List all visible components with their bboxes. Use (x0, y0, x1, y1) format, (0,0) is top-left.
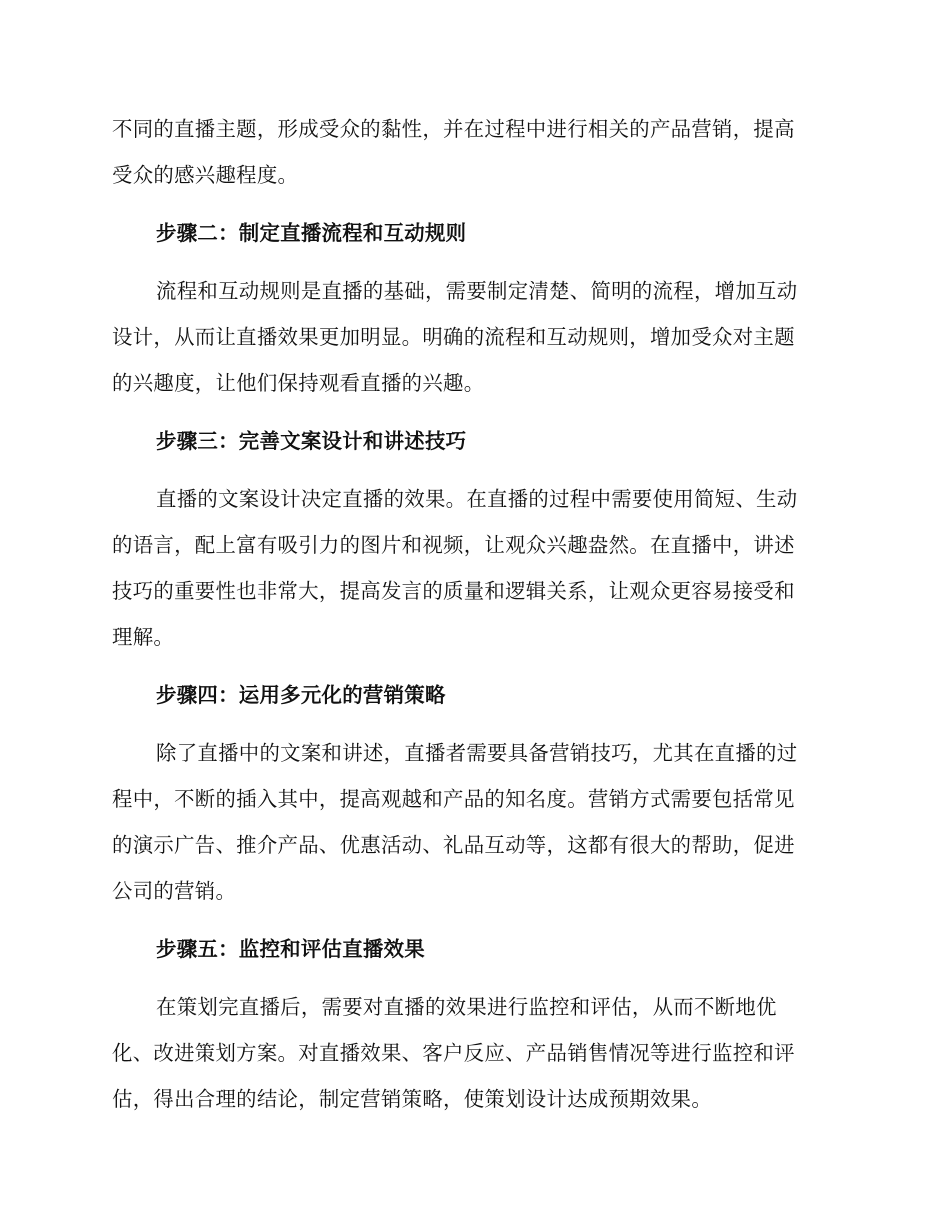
paragraph-line: 除了直播中的文案和讲述，直播者需要具备营销技巧，尤其在直播的过 (156, 741, 798, 765)
paragraph-line: 估，得出合理的结论，制定营销策略，使策划设计达成预期效果。 (112, 1087, 713, 1111)
section-heading-step-2: 步骤二：制定直播流程和互动规则 (156, 221, 467, 245)
section-paragraph-step-2 (112, 268, 830, 406)
section-heading-step-4: 步骤四：运用多元化的营销策略 (156, 683, 446, 707)
section-paragraph-step-5 (112, 984, 830, 1122)
paragraph-line: 程中，不断的插入其中，提高观越和产品的知名度。营销方式需要包括常见 (112, 787, 795, 811)
section-paragraph-step-3 (112, 476, 830, 660)
paragraph-line: 理解。 (112, 625, 175, 649)
paragraph-line: 在策划完直播后，需要对直播的效果进行监控和评估，从而不断地优 (156, 995, 777, 1019)
paragraph-line: 技巧的重要性也非常大，提高发言的质量和逻辑关系，让观众更容易接受和 (112, 579, 795, 603)
paragraph-line: 的演示广告、推介产品、优惠活动、礼品互动等，这都有很大的帮助，促进 (112, 833, 795, 857)
paragraph-line: 不同的直播主题，形成受众的黏性，并在过程中进行相关的产品营销，提高 (112, 117, 795, 141)
intro-paragraph (112, 106, 830, 198)
section-heading-step-5: 步骤五：监控和评估直播效果 (156, 937, 425, 961)
paragraph-line: 直播的文案设计决定直播的效果。在直播的过程中需要使用简短、生动 (156, 487, 798, 511)
paragraph-line: 受众的感兴趣程度。 (112, 163, 299, 187)
paragraph-line: 设计，从而让直播效果更加明显。明确的流程和互动规则，增加受众对主题 (112, 325, 795, 349)
section-heading-step-3: 步骤三：完善文案设计和讲述技巧 (156, 429, 467, 453)
paragraph-line: 流程和互动规则是直播的基础，需要制定清楚、简明的流程，增加互动 (156, 279, 798, 303)
document-body (112, 106, 830, 1134)
paragraph-line: 的兴趣度，让他们保持观看直播的兴趣。 (112, 371, 485, 395)
paragraph-line: 的语言，配上富有吸引力的图片和视频，让观众兴趣盎然。在直播中，讲述 (112, 533, 795, 557)
section-paragraph-step-4 (112, 730, 830, 914)
paragraph-line: 公司的营销。 (112, 879, 237, 903)
paragraph-line: 化、改进策划方案。对直播效果、客户反应、产品销售情况等进行监控和评 (112, 1041, 795, 1065)
